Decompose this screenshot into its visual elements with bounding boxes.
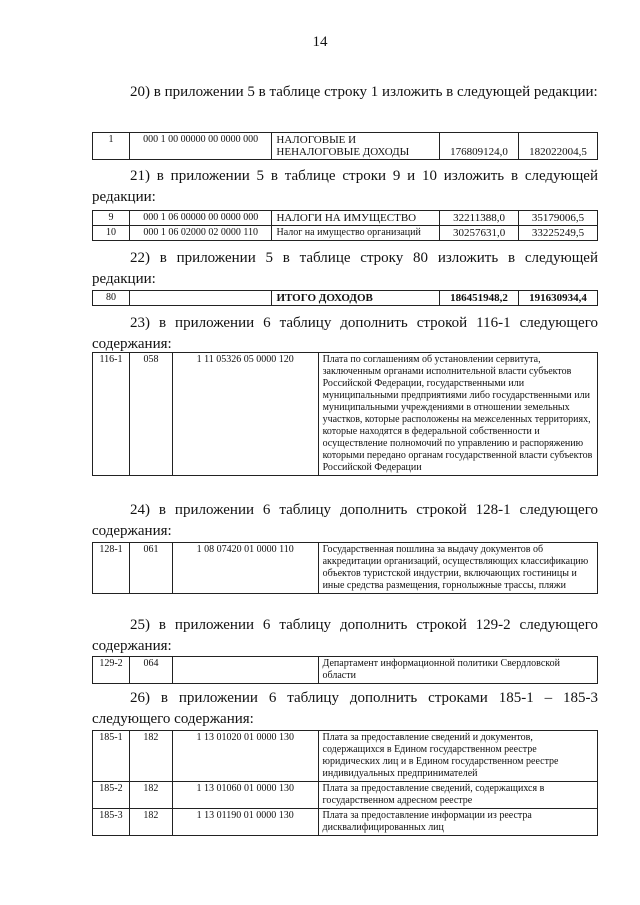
income-name: Государственная пошлина за выдачу документов об аккредитации организаций, осуществляющих классификацию объектов туристской индустрии, включающих гостиницы и иные средства размещения, горнолыжные трассы, пляжи	[318, 543, 597, 594]
table-row	[93, 353, 598, 476]
paragraph-22: 22) в приложении 5 в таблице строку 80 изложить в следующей редакции:	[92, 250, 598, 287]
income-name: Плата за предоставление сведений, содержащихся в государственном адресном реестре	[318, 782, 597, 809]
admin-code: 182	[129, 731, 172, 782]
admin-code: 058	[129, 353, 172, 476]
amount-2: 33225249,5	[519, 226, 598, 241]
page-number: 14	[312, 34, 328, 50]
table-row	[93, 133, 598, 160]
row-number: 128-1	[93, 543, 130, 594]
table-rows-9-10	[92, 210, 598, 241]
income-name: Налог на имущество организаций	[272, 226, 440, 241]
paragraph-26: 26) в приложении 6 таблицу дополнить строками 185-1 – 185-3 следующего содержания:	[92, 690, 598, 727]
paragraph-24: 24) в приложении 6 таблицу дополнить строкой 128-1 следующего содержания:	[92, 502, 598, 539]
row-number: 1	[93, 133, 130, 160]
table-row	[93, 809, 598, 836]
row-number: 129-2	[93, 657, 130, 684]
paragraph-21: 21) в приложении 5 в таблице строки 9 и 10 изложить в следующей редакции:	[92, 168, 598, 205]
table-row-128-1	[92, 542, 598, 594]
income-name: Плата за предоставление информации из реестра дисквалифицированных лиц	[318, 809, 597, 836]
amount-1: 186451948,2	[440, 291, 519, 306]
budget-code: 1 13 01190 01 0000 130	[172, 809, 318, 836]
income-name: Департамент информационной политики Свердловской области	[318, 657, 597, 684]
income-name: Плата по соглашениям об установлении сервитута, заключенным органами исполнительной власти субъектов Российской Федерации, государственными или муниципальными предприятиями либо государственными или муниципальными учреждениями в отношении земельных участков, которые расположены на межселенных территориях, которые находятся в федеральной собственности и осуществление полномочий по управлению и распоряжению которыми передано органам государственной власти субъектов Российской Федерации	[318, 353, 597, 476]
income-name: НАЛОГОВЫЕ И НЕНАЛОГОВЫЕ ДОХОДЫ	[272, 133, 440, 160]
row-number: 116-1	[93, 353, 130, 476]
admin-code: 061	[129, 543, 172, 594]
row-number: 10	[93, 226, 130, 241]
table-rows-185	[92, 730, 598, 836]
table-row	[93, 211, 598, 226]
row-number: 185-2	[93, 782, 130, 809]
paragraph-25: 25) в приложении 6 таблицу дополнить строкой 129-2 следующего содержания:	[92, 617, 598, 654]
budget-code: 000 1 00 00000 00 0000 000	[129, 133, 272, 160]
budget-code: 1 08 07420 01 0000 110	[172, 543, 318, 594]
paragraph-23: 23) в приложении 6 таблицу дополнить строкой 116-1 следующего содержания:	[92, 315, 598, 352]
table-row-80	[92, 290, 598, 306]
income-name: ИТОГО ДОХОДОВ	[272, 291, 440, 306]
row-number: 185-1	[93, 731, 130, 782]
admin-code: 182	[129, 782, 172, 809]
table-row	[93, 657, 598, 684]
admin-code: 064	[129, 657, 172, 684]
table-row	[93, 543, 598, 594]
table-row	[93, 291, 598, 306]
budget-code	[129, 291, 272, 306]
table-row	[93, 226, 598, 241]
income-name: НАЛОГИ НА ИМУЩЕСТВО	[272, 211, 440, 226]
amount-1: 176809124,0	[440, 133, 519, 160]
budget-code	[172, 657, 318, 684]
budget-code: 1 13 01060 01 0000 130	[172, 782, 318, 809]
table-row-129-2	[92, 656, 598, 684]
table-row	[93, 782, 598, 809]
table-row	[93, 731, 598, 782]
amount-1: 32211388,0	[440, 211, 519, 226]
row-number: 185-3	[93, 809, 130, 836]
table-row-1	[92, 132, 598, 160]
table-row-116-1	[92, 352, 598, 476]
budget-code: 1 11 05326 05 0000 120	[172, 353, 318, 476]
row-number: 80	[93, 291, 130, 306]
budget-code: 1 13 01020 01 0000 130	[172, 731, 318, 782]
amount-1: 30257631,0	[440, 226, 519, 241]
amount-2: 182022004,5	[519, 133, 598, 160]
admin-code: 182	[129, 809, 172, 836]
amount-2: 191630934,4	[519, 291, 598, 306]
paragraph-20: 20) в приложении 5 в таблице строку 1 изложить в следующей редакции:	[130, 84, 598, 100]
row-number: 9	[93, 211, 130, 226]
amount-2: 35179006,5	[519, 211, 598, 226]
budget-code: 000 1 06 02000 02 0000 110	[129, 226, 272, 241]
income-name: Плата за предоставление сведений и документов, содержащихся в Едином государственном реестре юридических лиц и в Едином государственном реестре индивидуальных предпринимателей	[318, 731, 597, 782]
budget-code: 000 1 06 00000 00 0000 000	[129, 211, 272, 226]
